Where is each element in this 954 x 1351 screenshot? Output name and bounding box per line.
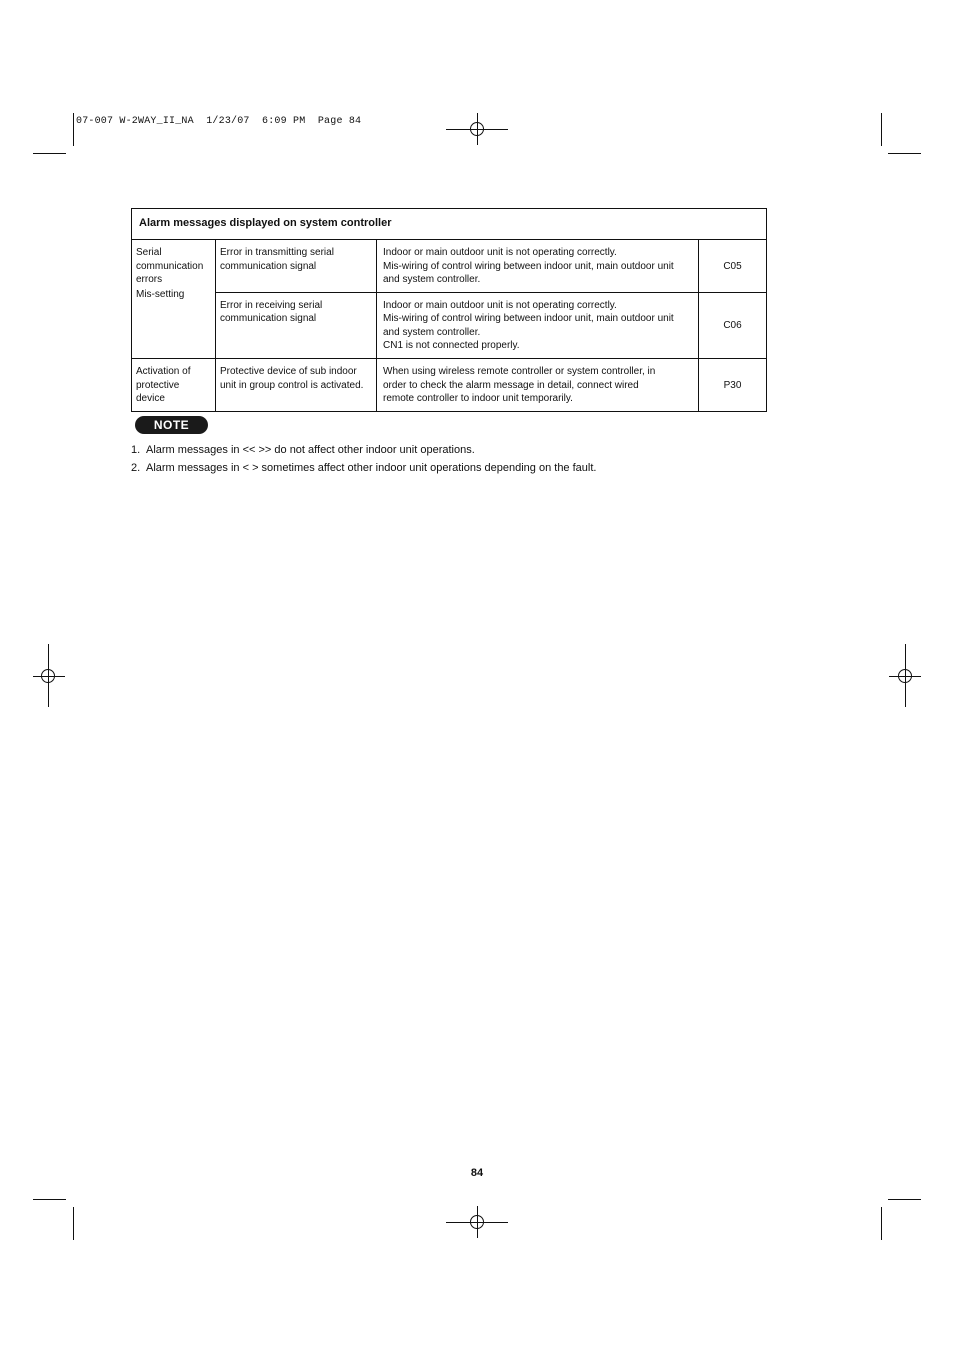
- category-cell: Serial communication errors Mis-setting: [132, 240, 216, 359]
- note-item: 2. Alarm messages in < > sometimes affect other indoor unit operations depending on the fault.: [131, 462, 597, 474]
- page-number: 84: [470, 1167, 484, 1179]
- message-cell: Protective device of sub indoor unit in group control is activated.: [216, 359, 377, 412]
- alarm-code-cell: P30: [699, 359, 767, 412]
- message-cell: Error in transmitting serial communication signal: [216, 240, 377, 293]
- note-badge: NOTE: [135, 416, 208, 434]
- table-row: [132, 240, 767, 293]
- alarm-code-cell: C06: [699, 293, 767, 359]
- cause-cell: Indoor or main outdoor unit is not operating correctly. Mis-wiring of control wiring between indoor unit, main outdoor unit and system controller. CN1 is not connected properly.: [377, 293, 699, 359]
- alarm-messages-table: [131, 208, 767, 412]
- table-header-row: [132, 209, 767, 240]
- table-row: [132, 293, 767, 359]
- table-row: [132, 359, 767, 412]
- category-cell: Activation of protective device: [132, 359, 216, 412]
- cause-cell: When using wireless remote controller or system controller, in order to check the alarm message in detail, connect wired remote controller to indoor unit temporarily.: [377, 359, 699, 412]
- alarm-code-cell: C05: [699, 240, 767, 293]
- cause-cell: Indoor or main outdoor unit is not operating correctly. Mis-wiring of control wiring between indoor unit, main outdoor unit and system controller.: [377, 240, 699, 293]
- message-cell: Error in receiving serial communication signal: [216, 293, 377, 359]
- print-slug-line: 07-007 W-2WAY_II_NA 1/23/07 6:09 PM Page 84: [76, 116, 362, 127]
- note-item: 1. Alarm messages in << >> do not affect other indoor unit operations.: [131, 444, 475, 456]
- table-title: Alarm messages displayed on system controller: [132, 209, 767, 240]
